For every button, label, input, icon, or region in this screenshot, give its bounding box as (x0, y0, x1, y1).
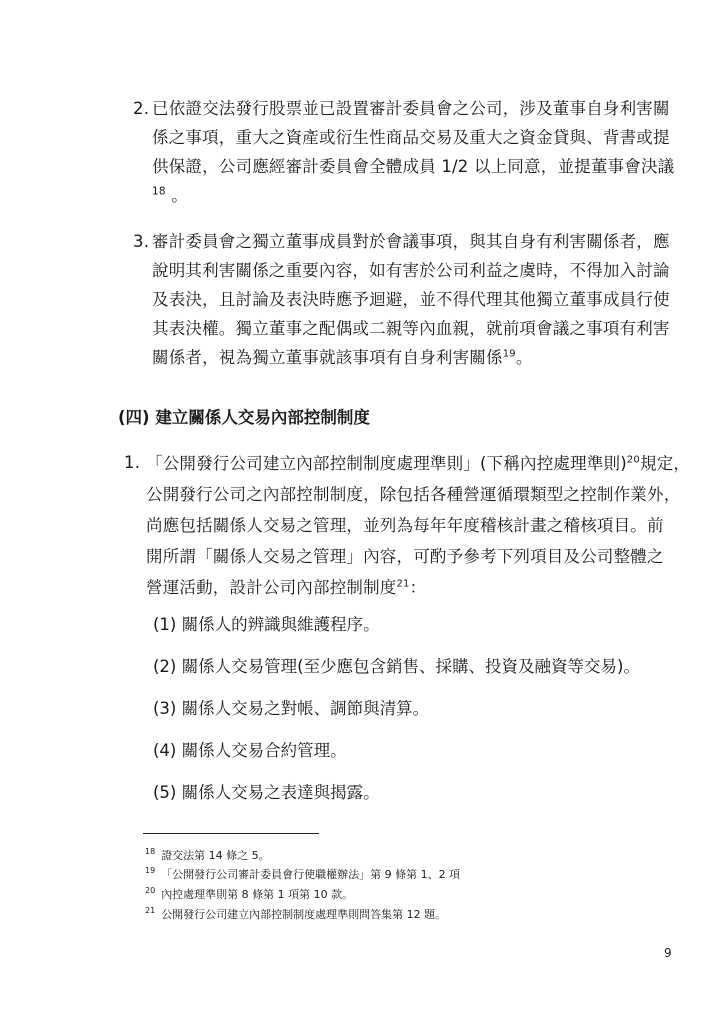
paragraph-line (152, 343, 693, 372)
sentence-end: 。 (171, 186, 188, 205)
footnote-text: 內控處理準則第 8 條第 1 項第 10 款。 (161, 888, 354, 901)
footnote-number: 20 (145, 886, 156, 896)
page-number: 9 (664, 946, 672, 960)
sub-item: (2) 關係人交易管理(至少應包含銷售、採購、投資及融資等交易)。 (153, 657, 640, 676)
footnote-number: 21 (145, 906, 156, 916)
line-text: 營運活動，設計公司內部控制制度 (146, 578, 397, 597)
paragraph-line: 及表決，且討論及表決時應予迴避，並不得代理其他獨立董事成員行使 (152, 290, 670, 309)
list-number: 1. (124, 453, 141, 472)
section-heading: (四) 建立關係人交易內部控制制度 (118, 408, 370, 427)
footnote-text: 證交法第 14 條之 5。 (161, 849, 270, 862)
list-item-1 (124, 448, 694, 603)
sub-item: (1) 關係人的辨識與維護程序。 (153, 615, 380, 634)
footnote-20 (145, 886, 353, 902)
paragraph-line: 已依證交法發行股票並已設置審計委員會之公司，涉及董事自身利害關 (152, 99, 670, 118)
paragraph-line (146, 572, 694, 603)
footnote-ref-21[interactable]: 21 (396, 578, 410, 590)
paragraph-line: 尚應包括關係人交易之管理，並列為每年年度稽核計畫之稽核項目。前 (146, 516, 664, 535)
list-number: 3. (133, 232, 150, 251)
list-item-3 (133, 227, 693, 372)
footnote-ref-20[interactable]: 20 (626, 454, 640, 466)
paragraph-line: 說明其利害關係之重要內容，如有害於公司利益之虞時，不得加入討論 (152, 261, 670, 280)
paragraph-line: 係之事項，重大之資產或衍生性商品交易及重大之資金貸與、背書或提 (152, 128, 670, 147)
sub-item: (5) 關係人交易之表達與揭露。 (153, 783, 380, 802)
line-text: ： (409, 578, 427, 597)
line-text: 「公開發行公司建立內部控制制度處理準則」(下稱內控處理準則) (146, 454, 627, 473)
list-number: 2. (133, 99, 150, 118)
paragraph-line: 開所謂「關係人交易之管理」內容，可酌予參考下列項目及公司整體之 (146, 547, 664, 566)
paragraph-line: 審計委員會之獨立董事成員對於會議事項，與其自身有利害關係者，應 (152, 232, 670, 251)
footnote-number: 19 (145, 866, 156, 876)
footnote-number: 18 (145, 847, 156, 857)
footnote-ref-19[interactable]: 19 (502, 348, 516, 360)
sentence-end: 。 (515, 348, 533, 367)
paragraph-line: 其表決權。獨立董事之配偶或二親等內血親，就前項會議之事項有利害 (152, 319, 670, 338)
footnote-18 (145, 847, 270, 863)
sub-item: (3) 關係人交易之對帳、調節與清算。 (153, 699, 430, 718)
line-text: 規定， (640, 454, 691, 473)
sub-item: (4) 關係人交易合約管理。 (153, 741, 347, 760)
paragraph-line (146, 448, 694, 479)
footnote-ref-18[interactable]: 18 (152, 185, 166, 198)
list-item-2 (133, 94, 693, 210)
paragraph-line (152, 181, 693, 210)
footnote-19 (145, 866, 460, 882)
footnote-separator (143, 833, 319, 834)
footnote-21 (145, 906, 446, 922)
footnote-text: 「公開發行公司審計委員會行使職權辦法」第 9 條第 1、2 項 (161, 868, 461, 881)
paragraph-line: 公開發行公司之內部控制制度，除包括各種營運循環類型之控制作業外， (146, 485, 681, 504)
footnote-text: 公開發行公司建立內部控制制度處理準則問答集第 12 題。 (161, 908, 447, 921)
paragraph-line: 供保證，公司應經審計委員會全體成員 1/2 以上同意，並提董事會決議 (152, 157, 675, 176)
line-text: 關係者，視為獨立董事就該事項有自身利害關係 (152, 348, 503, 367)
